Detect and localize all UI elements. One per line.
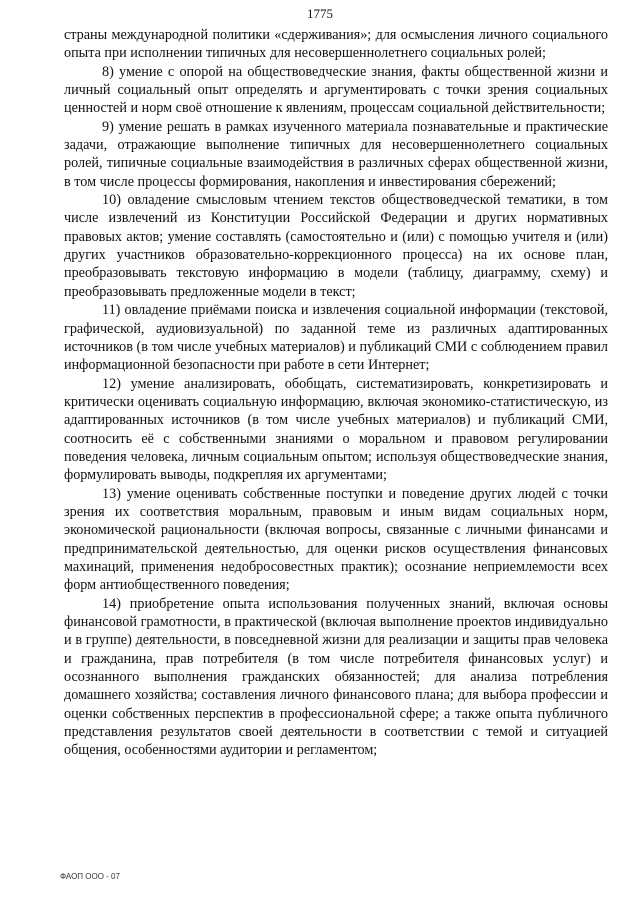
page-number: 1775 — [307, 6, 333, 21]
paragraph-item-9: 9) умение решать в рамках изученного материала познавательные и практические задачи, отражающие выполнение типичных для несовершеннолетнего социальных ролей, типичные социальные взаимодействия в различных сферах общественной жизни, в том числе процессы формирования, накопления и инвестирования сбережений; — [64, 118, 608, 190]
paragraph-item-13: 13) умение оценивать собственные поступки и поведение других людей с точки зрения их соответствия моральным, правовым и иным видам социальных норм, экономической рациональности (включая вопросы, связанные с личными финансами и предпринимательской деятельностью, для оценки рисков осуществления финансовых махинаций, применения недобросовестных практик); осознание неприемлемости всех форм антиобщественного поведения; — [64, 485, 608, 594]
paragraph-item-11: 11) овладение приёмами поиска и извлечения социальной информации (текстовой, графической, аудиовизуальной) по заданной теме из различных адаптированных источников (в том числе учебных материалов) и публикаций СМИ с соблюдением правил информационной безопасности при работе в сети Интернет; — [64, 302, 608, 374]
paragraph-item-12: 12) умение анализировать, обобщать, систематизировать, конкретизировать и критически оценивать социальную информацию, включая экономико-статистическую, из адаптированных источников (в том числе учебных материалов) и публикаций СМИ, соотносить её с собственными знаниями о моральном и правовом регулировании поведения человека, личным социальным опытом; используя обществоведческие знания, формулировать выводы, подкрепляя их аргументами; — [64, 375, 608, 484]
paragraph-item-8: 8) умение с опорой на обществоведческие знания, факты общественной жизни и личный социальный опыт определять и аргументировать с точки зрения социальных ценностей и норм своё отношение к явлениям, процессам социальной действительности; — [64, 63, 608, 117]
paragraph-continuation: страны международной политики «сдерживания»; для осмысления личного социального опыта при исполнении типичных для несовершеннолетнего социальных ролей; — [64, 27, 608, 62]
document-body — [64, 26, 608, 760]
paragraph-item-10: 10) овладение смысловым чтением текстов обществоведческой тематики, в том числе извлечений из Конституции Российской Федерации и других нормативных правовых актов; умение составлять (самостоятельно и (или) с помощью учителя и (или) других участников образовательно-коррекционного процесса) на их основе план, преобразовывать текстовую информацию в модели (таблицу, диаграмму, схему) и преобразовывать предложенные модели в текст; — [64, 192, 608, 300]
paragraph-item-14: 14) приобретение опыта использования полученных знаний, включая основы финансовой грамотности, в практической (включая выполнение проектов индивидуально и в группе) деятельности, в повседневной жизни для реализации и защиты прав человека и гражданина, прав потребителя (в том числе потребителя финансовых услуг) и осознанного выполнения гражданских обязанностей; для анализа потребления домашнего хозяйства; составления личного финансового плана; для выбора профессии и оценки собственных перспектив в профессиональной сфере; а также опыта публичного представления результатов своей деятельности в соответствии с темой и ситуацией общения, особенностями аудитории и регламентом; — [64, 595, 608, 759]
footer-document-code: ФАОП ООО - 07 — [60, 872, 120, 881]
